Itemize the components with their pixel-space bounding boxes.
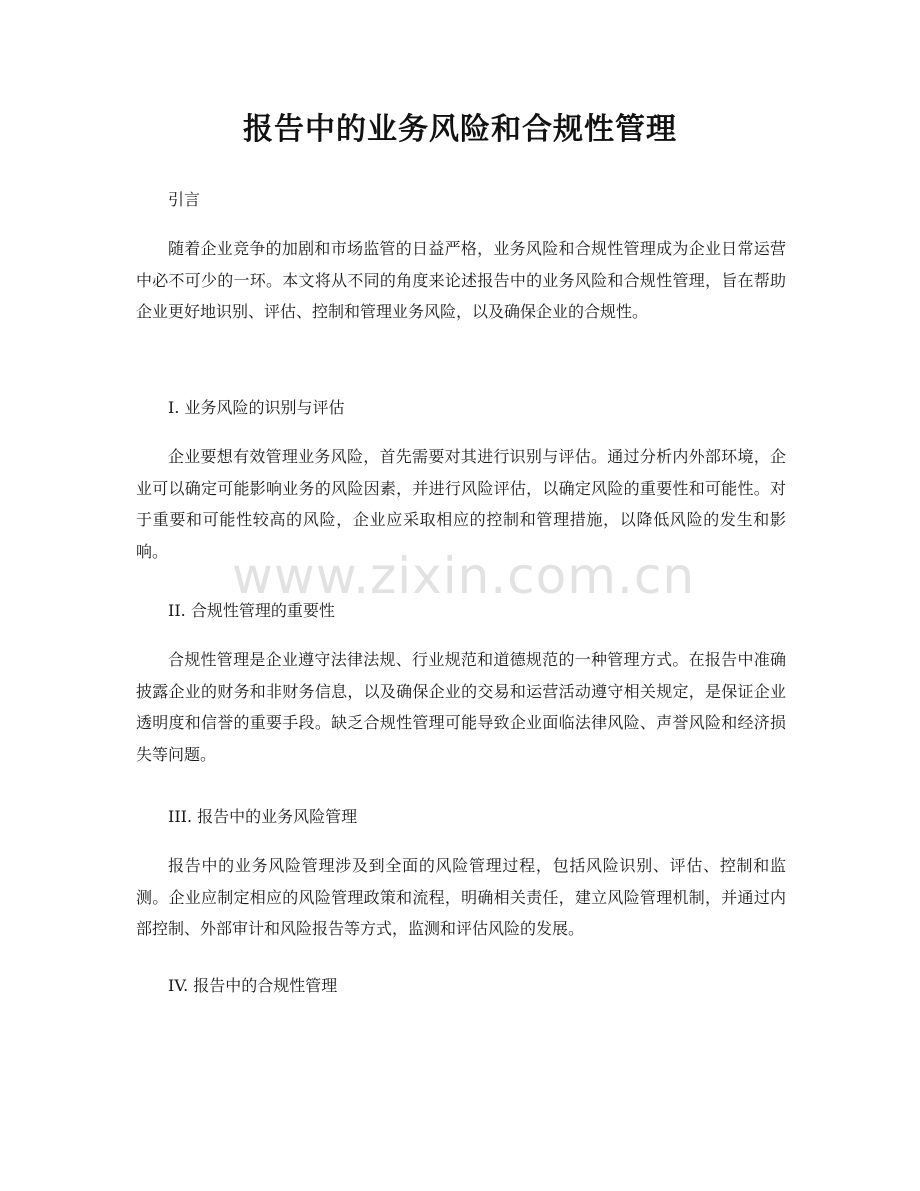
- intro-heading: 引言: [168, 190, 201, 209]
- section-2-heading: II. 合规性管理的重要性: [168, 601, 335, 620]
- section-4-heading: IV. 报告中的合规性管理: [168, 976, 338, 995]
- section-3-paragraph: 报告中的业务风险管理涉及到全面的风险管理过程，包括风险识别、评估、控制和监测。企业应制定相应的风险管理政策和流程，明确相关责任，建立风险管理机制，并通过内部控制、外部审计和风险报告等方式，监测和评估风险的发展。: [136, 856, 786, 938]
- section-2-paragraph: 合规性管理是企业遵守法律法规、行业规范和道德规范的一种管理方式。在报告中准确披露企业的财务和非财务信息，以及确保企业的交易和运营活动遵守相关规定，是保证企业透明度和信誉的重要手段。缺乏合规性管理可能导致企业面临法律风险、声誉风险和经济损失等问题。: [136, 650, 786, 764]
- section-1-heading: I. 业务风险的识别与评估: [168, 398, 345, 417]
- section-3-heading: III. 报告中的业务风险管理: [168, 807, 358, 826]
- section-1-paragraph: 企业要想有效管理业务风险，首先需要对其进行识别与评估。通过分析内外部环境，企业可以确定可能影响业务的风险因素，并进行风险评估，以确定风险的重要性和可能性。对于重要和可能性较高的风险，企业应采取相应的控制和管理措施，以降低风险的发生和影响。: [136, 447, 786, 561]
- watermark: www.zixin.com.cn: [232, 547, 696, 605]
- intro-paragraph: 随着企业竞争的加剧和市场监管的日益严格，业务风险和合规性管理成为企业日常运营中必不可少的一环。本文将从不同的角度来论述报告中的业务风险和合规性管理，旨在帮助企业更好地识别、评估、控制和管理业务风险，以及确保企业的合规性。: [136, 239, 786, 321]
- document-title: 报告中的业务风险和合规性管理: [243, 112, 677, 147]
